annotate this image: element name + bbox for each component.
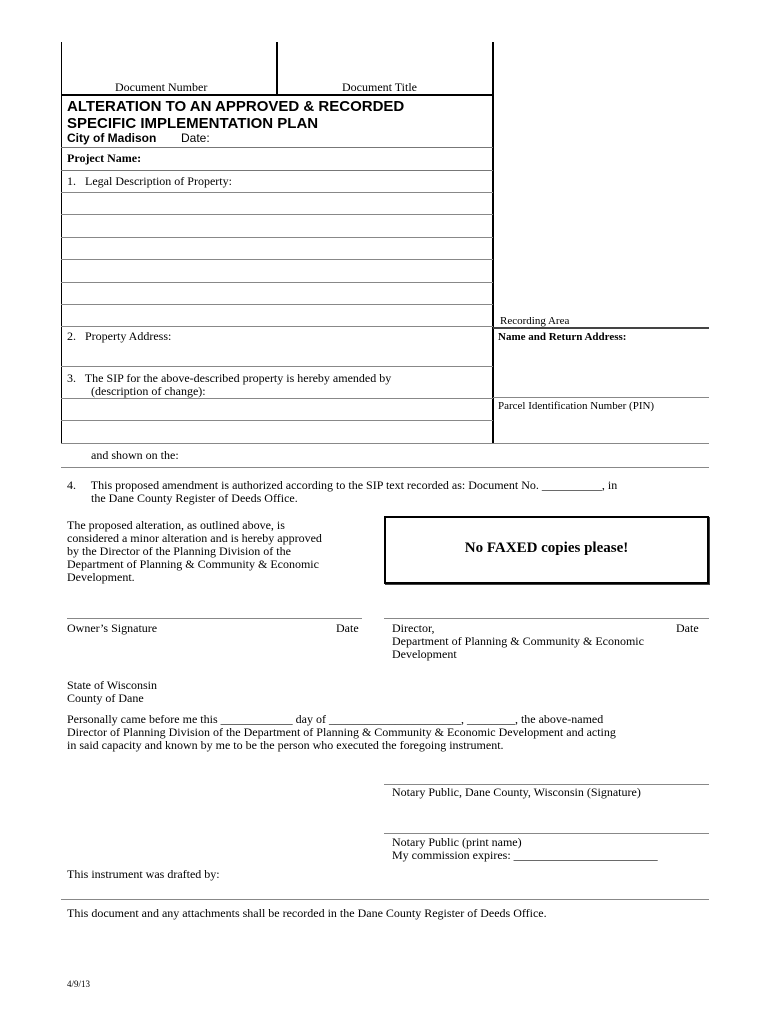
recorded-note: This document and any attachments shall be recorded in the Dane County Register of Deeds Office.	[67, 906, 547, 920]
notary-print-name-label: Notary Public (print name)	[392, 835, 522, 849]
item4-line1: 4. This proposed amendment is authorized according to the SIP text recorded as: Document No. __________, in	[67, 478, 618, 492]
director-date-label: Date	[676, 621, 699, 635]
document-number-label: Document Number	[115, 80, 208, 94]
no-fax-notice-text: No FAXED copies please!	[464, 540, 629, 556]
item4-line2: the Dane County Register of Deeds Office.	[91, 491, 298, 505]
header-left-border	[61, 42, 62, 95]
document-title-label: Document Title	[342, 80, 418, 94]
department-line1: Department of Planning & Community & Economic	[392, 634, 644, 648]
no-fax-notice-box	[384, 516, 709, 584]
pin-top-line	[493, 397, 709, 398]
approval-line1: The proposed alteration, as outlined above, is	[67, 518, 285, 532]
notary-text-line2: Director of Planning Division of the Department of Planning & Community & Economic Development and acting	[67, 725, 616, 739]
city-label: City of Madison	[67, 131, 157, 145]
header-bottom-line	[61, 94, 494, 96]
version-date: 4/9/13	[67, 979, 91, 989]
notary-commission-label[interactable]: My commission expires: ________________________	[392, 848, 658, 862]
header-divider	[276, 42, 278, 95]
owner-date-label: Date	[336, 621, 359, 635]
director-signature-line[interactable]	[384, 618, 709, 619]
form-title-line2: SPECIFIC IMPLEMENTATION PLAN	[67, 115, 319, 132]
project-name-label[interactable]: Project Name:	[67, 151, 142, 165]
owner-signature-line[interactable]	[67, 618, 362, 619]
shown-on-label: and shown on the:	[91, 448, 179, 462]
sip-line-2	[61, 420, 493, 421]
director-label: Director,	[392, 621, 435, 635]
drafted-by-label[interactable]: This instrument was drafted by:	[67, 867, 220, 881]
recording-area-label: Recording Area	[500, 315, 570, 327]
row-line-project	[61, 170, 493, 171]
legal-desc-line-6	[61, 304, 493, 305]
legal-desc-line-3	[61, 237, 493, 238]
date-label[interactable]: Date:	[181, 131, 210, 145]
sip-line-1	[61, 398, 493, 399]
recording-area-line	[493, 327, 709, 329]
sip-line-3	[61, 443, 709, 444]
notary-text-line3: in said capacity and known by me to be the person who executed the foregoing instrument.	[67, 738, 504, 752]
property-address-label[interactable]: 2. Property Address:	[67, 329, 172, 343]
row-line-address-bottom	[61, 366, 493, 367]
row-line-title	[61, 147, 493, 148]
notary-signature-label: Notary Public, Dane County, Wisconsin (Signature)	[392, 785, 641, 799]
form-title-line1: ALTERATION TO AN APPROVED & RECORDED	[67, 98, 405, 115]
header-right-border	[492, 42, 494, 444]
approval-line2: considered a minor alteration and is hereby approved	[67, 531, 322, 545]
state-label: State of Wisconsin	[67, 678, 157, 692]
notary-print-line[interactable]	[384, 833, 709, 834]
return-address-label[interactable]: Name and Return Address:	[498, 331, 627, 343]
notary-text-line1: Personally came before me this ____________ day of ______________________, ________, the above-named	[67, 712, 604, 726]
owner-signature-label: Owner’s Signature	[67, 621, 158, 635]
legal-desc-line-5	[61, 282, 493, 283]
legal-description-label[interactable]: 1. Legal Description of Property:	[67, 174, 232, 188]
sip-amend-line1: 3. The SIP for the above-described property is hereby amended by	[67, 371, 392, 385]
legal-desc-line-2	[61, 214, 493, 215]
legal-desc-line-4	[61, 259, 493, 260]
approval-line3: by the Director of the Planning Division of the	[67, 544, 291, 558]
shown-on-line	[61, 467, 709, 468]
approval-line5: Development.	[67, 570, 135, 584]
sip-amend-line2: (description of change):	[91, 384, 206, 398]
county-label: County of Dane	[67, 691, 144, 705]
legal-desc-line-1	[61, 192, 493, 193]
footer-divider	[61, 899, 709, 900]
pin-label[interactable]: Parcel Identification Number (PIN)	[498, 400, 655, 412]
department-line2: Development	[392, 647, 457, 661]
approval-line4: Department of Planning & Community & Economic	[67, 557, 319, 571]
row-line-address-top	[61, 326, 493, 327]
